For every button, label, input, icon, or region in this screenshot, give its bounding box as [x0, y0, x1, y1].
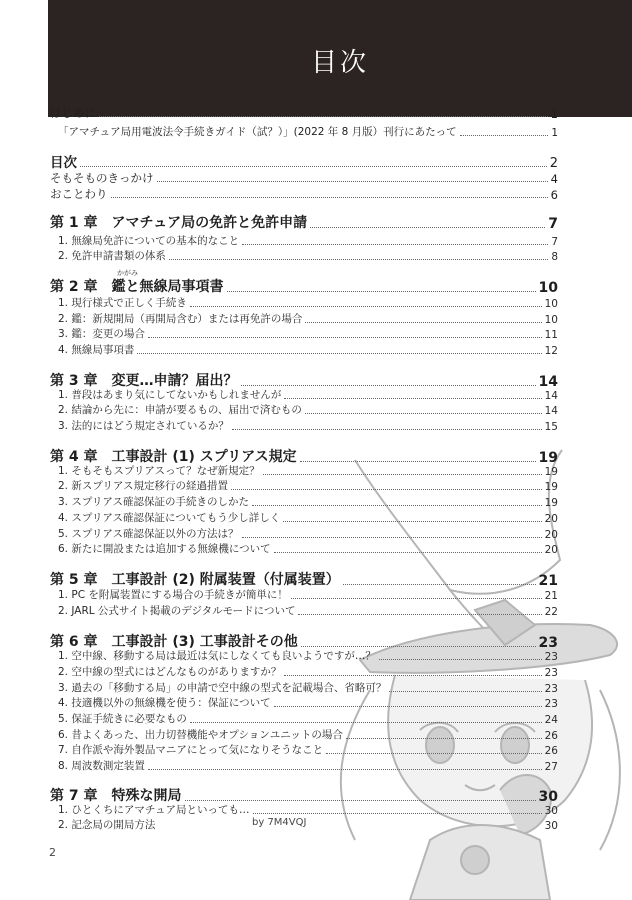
chapter-title: 第 1 章 アマチュア局の免許と免許申請 [50, 215, 308, 231]
section-title: 2. 鑑：新規開局（再開局含む）または再免許の場合 [58, 313, 303, 325]
chapter-title: 第 6 章 工事設計 (3) 工事設計その他 [50, 634, 298, 650]
toc-section [58, 418, 558, 433]
section-title: 2. 記念局の開局方法 [58, 819, 156, 831]
leader-dots [379, 659, 542, 660]
toc-page: 19 [544, 466, 558, 478]
page-number: 2 [49, 846, 56, 859]
toc-entry-origin [50, 170, 558, 186]
toc-page: 20 [544, 513, 558, 525]
leader-dots [227, 291, 536, 292]
leader-dots [111, 197, 548, 198]
leader-dots [305, 322, 541, 323]
chapter-title: 第 3 章 変更…申請？届出？ [50, 373, 238, 389]
toc-page: 21 [544, 590, 558, 602]
leader-dots [263, 474, 542, 475]
leader-dots [190, 306, 542, 307]
toc-section [58, 802, 558, 817]
toc-label: 目次 [50, 155, 77, 171]
toc-entry-publication [58, 124, 558, 139]
toc-page: 26 [544, 730, 558, 742]
toc-section [58, 478, 558, 493]
section-title: 3. 過去の「移動する局」の申請で空中線の型式を記載場合、省略可？ [58, 682, 387, 694]
section-title: 7. 自作派や海外製品マニアにとって気になりそうなこと [58, 744, 324, 756]
chapter-title: 第 7 章 特殊な開局 [50, 788, 182, 804]
section-title: 2. 結論から先に：申請が要るもの、届出で済むもの [58, 404, 302, 416]
toc-section [58, 494, 558, 509]
toc-section [58, 463, 558, 478]
toc-page: 10 [544, 314, 558, 326]
section-title: 3. 法的にはどう規定されているか？ [58, 420, 229, 432]
leader-dots [283, 521, 541, 522]
toc-label: 「アマチュア局用電波法令手続きガイド（試？）」(2022 年 8 月版）刊行にあたって [58, 126, 457, 138]
section-title: 4. 技適機以外の無線機を使う：保証について [58, 697, 271, 709]
leader-dots [300, 461, 536, 462]
toc-page: 23 [544, 651, 558, 663]
toc-page: 30 [544, 820, 558, 832]
toc-label: そもそものきっかけ [50, 171, 154, 185]
chapter-title: 第 5 章 工事設計 (2) 附属装置（付属装置） [50, 572, 340, 588]
toc-section [58, 727, 558, 742]
toc-page: 20 [544, 544, 558, 556]
toc-page: 27 [544, 761, 558, 773]
page-title: 目次 [310, 48, 369, 78]
leader-dots [185, 800, 536, 801]
toc-section [58, 695, 558, 710]
toc-section [58, 603, 558, 618]
toc-page: 20 [544, 529, 558, 541]
toc-section [58, 248, 558, 263]
section-title: 8. 周波数測定装置 [58, 760, 145, 772]
leader-dots [291, 598, 542, 599]
section-title: 6. 昔よくあった、出力切替機能やオプションユニットの場合 [58, 729, 343, 741]
section-title: 2. JARL 公式サイト掲載のデジタルモードについて [58, 605, 296, 617]
toc-section [58, 817, 558, 832]
leader-dots [148, 337, 542, 338]
leader-dots [242, 244, 548, 245]
leader-dots [301, 646, 536, 647]
section-title: 4. 無線局事項書 [58, 344, 135, 356]
toc-label: おことわり [50, 187, 108, 201]
toc-page: 4 [550, 172, 558, 186]
toc-page: 30 [538, 789, 558, 805]
leader-dots [241, 385, 536, 386]
section-title: 2. 新スプリアス規定移行の経過措置 [58, 480, 229, 492]
ruby-annotation: かがみ [117, 269, 138, 277]
toc-section [58, 526, 558, 541]
toc-section [58, 342, 558, 357]
leader-dots [157, 181, 548, 182]
leader-dots [231, 489, 542, 490]
illustration-credit: by 7M4VQJ [252, 817, 307, 828]
section-title: 1. 空中線、移動する局は最近は気にしなくても良いようですが…？ [58, 650, 376, 662]
toc-entry-intro [50, 105, 558, 121]
section-title: 6. 新たに開設または追加する無線機について [58, 543, 271, 555]
toc-page: 19 [538, 450, 558, 466]
toc-page: 23 [544, 683, 558, 695]
section-title: 1. 無線局免許についての基本的なこと [58, 235, 240, 247]
section-title: 2. 空中線の型式にはどんなものがありますか？ [58, 666, 282, 678]
toc-page: 1 [550, 107, 558, 121]
toc-page: 23 [544, 698, 558, 710]
toc-page: 12 [544, 345, 558, 357]
leader-dots [99, 116, 548, 117]
toc-page: 30 [544, 805, 558, 817]
toc-section [58, 541, 558, 556]
section-title: 1. そもそもスプリアスって？なぜ新規定？ [58, 465, 260, 477]
toc-label: はじめに [50, 106, 96, 120]
leader-dots [252, 505, 542, 506]
toc-section [58, 510, 558, 525]
toc-section [58, 742, 558, 757]
toc-entry-disclaimer [50, 186, 558, 202]
toc-page: 10 [538, 280, 558, 296]
toc-page: 19 [544, 497, 558, 509]
toc-section [58, 295, 558, 310]
chapter-title: 第 2 章 鑑と無線局事項書 [50, 279, 224, 295]
leader-dots [346, 738, 542, 739]
section-title: 5. 保証手続きに必要なもの [58, 713, 187, 725]
leader-dots [310, 227, 545, 228]
toc-page: 1 [551, 127, 558, 139]
leader-dots [343, 584, 536, 585]
toc-page: 7 [548, 216, 558, 232]
leader-dots [274, 706, 542, 707]
leader-dots [284, 675, 541, 676]
leader-dots [389, 691, 541, 692]
leader-dots [326, 753, 541, 754]
toc-chapter-1 [50, 212, 558, 232]
leader-dots [460, 135, 549, 136]
toc-page: 24 [544, 714, 558, 726]
section-title: 3. スプリアス確認保証の手続きのしかた [58, 496, 250, 508]
toc-page: 10 [544, 298, 558, 310]
toc-section [58, 680, 558, 695]
section-title: 1. 普段はあまり気にしてないかもしれませんが [58, 389, 282, 401]
toc-section [58, 387, 558, 402]
leader-dots [274, 552, 542, 553]
toc-page: 14 [538, 374, 558, 390]
toc-section [58, 758, 558, 773]
toc-section [58, 233, 558, 248]
leader-dots [137, 353, 541, 354]
section-title: 3. 鑑：変更の場合 [58, 328, 145, 340]
toc-page: 23 [544, 667, 558, 679]
leader-dots [190, 722, 542, 723]
leader-dots [253, 813, 542, 814]
leader-dots [284, 398, 541, 399]
toc-page: 6 [550, 188, 558, 202]
leader-dots [305, 413, 542, 414]
leader-dots [298, 614, 541, 615]
toc-chapter-5 [50, 569, 558, 589]
toc-section [58, 326, 558, 341]
toc-section [58, 311, 558, 326]
toc-section [58, 648, 558, 663]
section-title: 2. 免許申請書類の体系 [58, 250, 166, 262]
toc-page: 2 [549, 156, 558, 171]
section-title: 5. スプリアス確認保証以外の方法は？ [58, 528, 239, 540]
section-title: 1. PC を附属装置にする場合の手続きが簡単に！ [58, 589, 288, 601]
toc-page: 7 [551, 236, 558, 248]
leader-dots [242, 537, 542, 538]
toc-page: 14 [544, 390, 558, 402]
toc-section [58, 402, 558, 417]
section-title: 1. 現行様式で正しく手続き [58, 297, 187, 309]
toc-page: 23 [538, 635, 558, 651]
toc-section [58, 711, 558, 726]
toc-page: 26 [544, 745, 558, 757]
leader-dots [148, 769, 542, 770]
toc-section [58, 587, 558, 602]
section-title: 1. ひとくちにアマチュア局といっても… [58, 804, 250, 816]
section-title: 4. スプリアス確認保証についてもう少し詳しく [58, 512, 281, 524]
toc-page: 21 [538, 573, 558, 589]
toc-page: 15 [544, 421, 558, 433]
toc-page: 8 [551, 251, 558, 263]
toc-page: 11 [544, 329, 558, 341]
toc-page: 19 [544, 481, 558, 493]
toc-entry-contents [50, 152, 558, 171]
toc-page: 22 [544, 606, 558, 618]
toc-section [58, 664, 558, 679]
chapter-title: 第 4 章 工事設計 (1) スプリアス規定 [50, 449, 297, 465]
toc-chapter-2 [50, 276, 558, 296]
toc-page: 14 [544, 405, 558, 417]
leader-dots [232, 429, 542, 430]
leader-dots [169, 259, 548, 260]
leader-dots [80, 166, 547, 167]
